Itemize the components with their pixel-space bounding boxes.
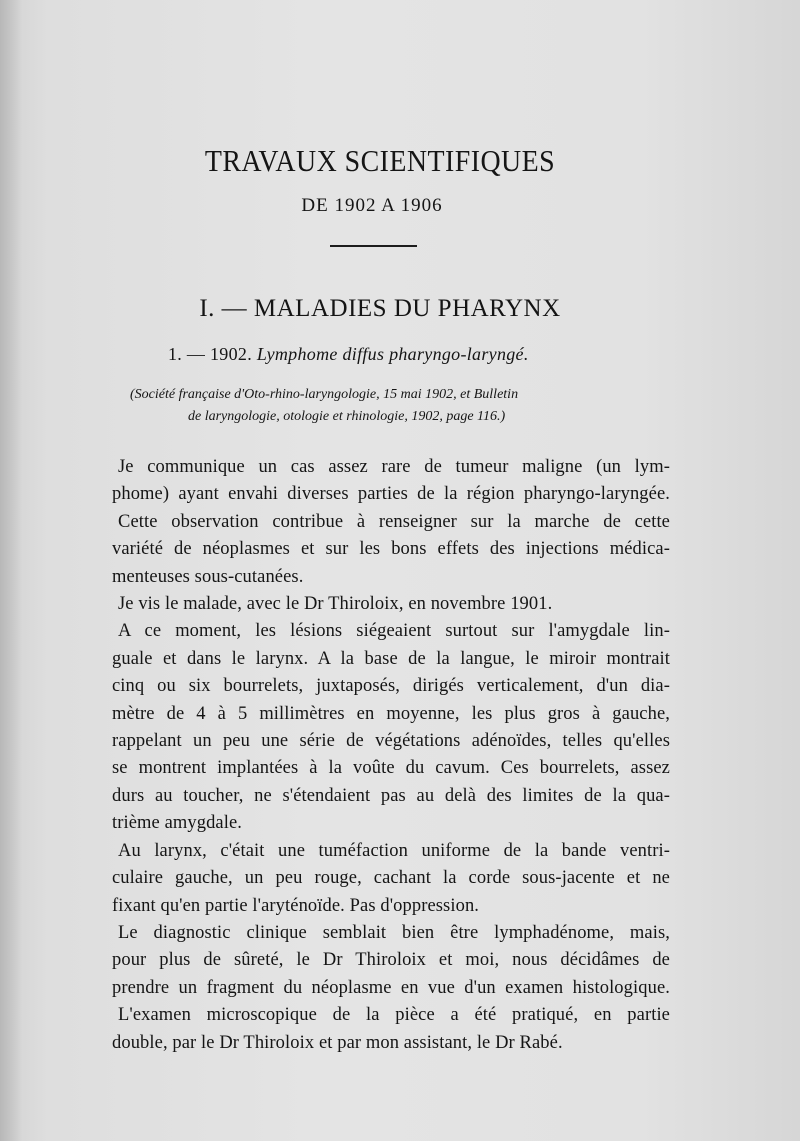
title-divider [330, 245, 417, 247]
entry-heading [168, 344, 529, 365]
entry-number: 1. — 1902. [168, 344, 252, 364]
body-line: menteuses sous-cutanées. [112, 566, 304, 587]
body-line: trième amygdale. [112, 813, 243, 834]
body-line: prendre un fragment du néoplasme en vue d'un examen histologique. [112, 977, 670, 998]
source-line: (Société française d'Oto-rhino-laryngologie, 15 mai 1902, et Bulletin [130, 387, 519, 402]
body-line: se montrent implantées à la voûte du cavum. Ces bourrelets, assez [112, 758, 670, 779]
source-citation [130, 384, 650, 428]
body-line: culaire gauche, un peu rouge, cachant la corde sous-jacente et ne [112, 868, 670, 889]
body-line: double, par le Dr Thiroloix et par mon assistant, le Dr Rabé. [112, 1032, 563, 1053]
body-line: Au larynx, c'était une tuméfaction uniforme de la bande ventri- [118, 840, 670, 861]
body-line: variété de néoplasmes et sur les bons effets des injections médica- [112, 539, 670, 560]
body-line: Je communique un cas assez rare de tumeur maligne (un lym- [118, 457, 670, 477]
body-line: A ce moment, les lésions siégeaient surtout sur l'amygdale lin- [118, 621, 670, 642]
body-line: fixant qu'en partie l'aryténoïde. Pas d'oppression. [112, 895, 480, 916]
section-title: I. — MALADIES DU PHARYNX [199, 295, 561, 322]
page-edge-shadow [0, 0, 22, 1141]
body-line: phome) ayant envahi diverses parties de la région pharyngo-laryngée. [112, 484, 670, 505]
body-line: Le diagnostic clinique semblait bien être lymphadénome, mais, [118, 922, 670, 943]
body-text [112, 454, 670, 1057]
body-line: pour plus de sûreté, le Dr Thiroloix et moi, nous décidâmes de [112, 950, 670, 971]
body-line: Cette observation contribue à renseigner sur la marche de cette [118, 511, 670, 532]
body-line: mètre de 4 à 5 millimètres en moyenne, les plus gros à gauche, [112, 703, 670, 724]
body-line: durs au toucher, ne s'étendaient pas au delà des limites de la qua- [112, 785, 670, 806]
body-line: Je vis le malade, avec le Dr Thiroloix, en novembre 1901. [118, 594, 553, 615]
page-subtitle: DE 1902 A 1906 [301, 195, 443, 216]
body-line: cinq ou six bourrelets, juxtaposés, dirigés verticalement, d'un dia- [112, 676, 670, 697]
source-line: de laryngologie, otologie et rhinologie, 1902, page 116.) [188, 409, 506, 424]
body-line: rappelant un peu une série de végétations adénoïdes, telles qu'elles [112, 731, 670, 752]
page-title: TRAVAUX SCIENTIFIQUES [204, 143, 556, 178]
entry-title: Lymphome diffus pharyngo-laryngé. [256, 344, 529, 364]
body-line: guale et dans le larynx. A la base de la langue, le miroir montrait [112, 648, 670, 669]
body-line: L'examen microscopique de la pièce a été pratiqué, en partie [118, 1005, 670, 1026]
